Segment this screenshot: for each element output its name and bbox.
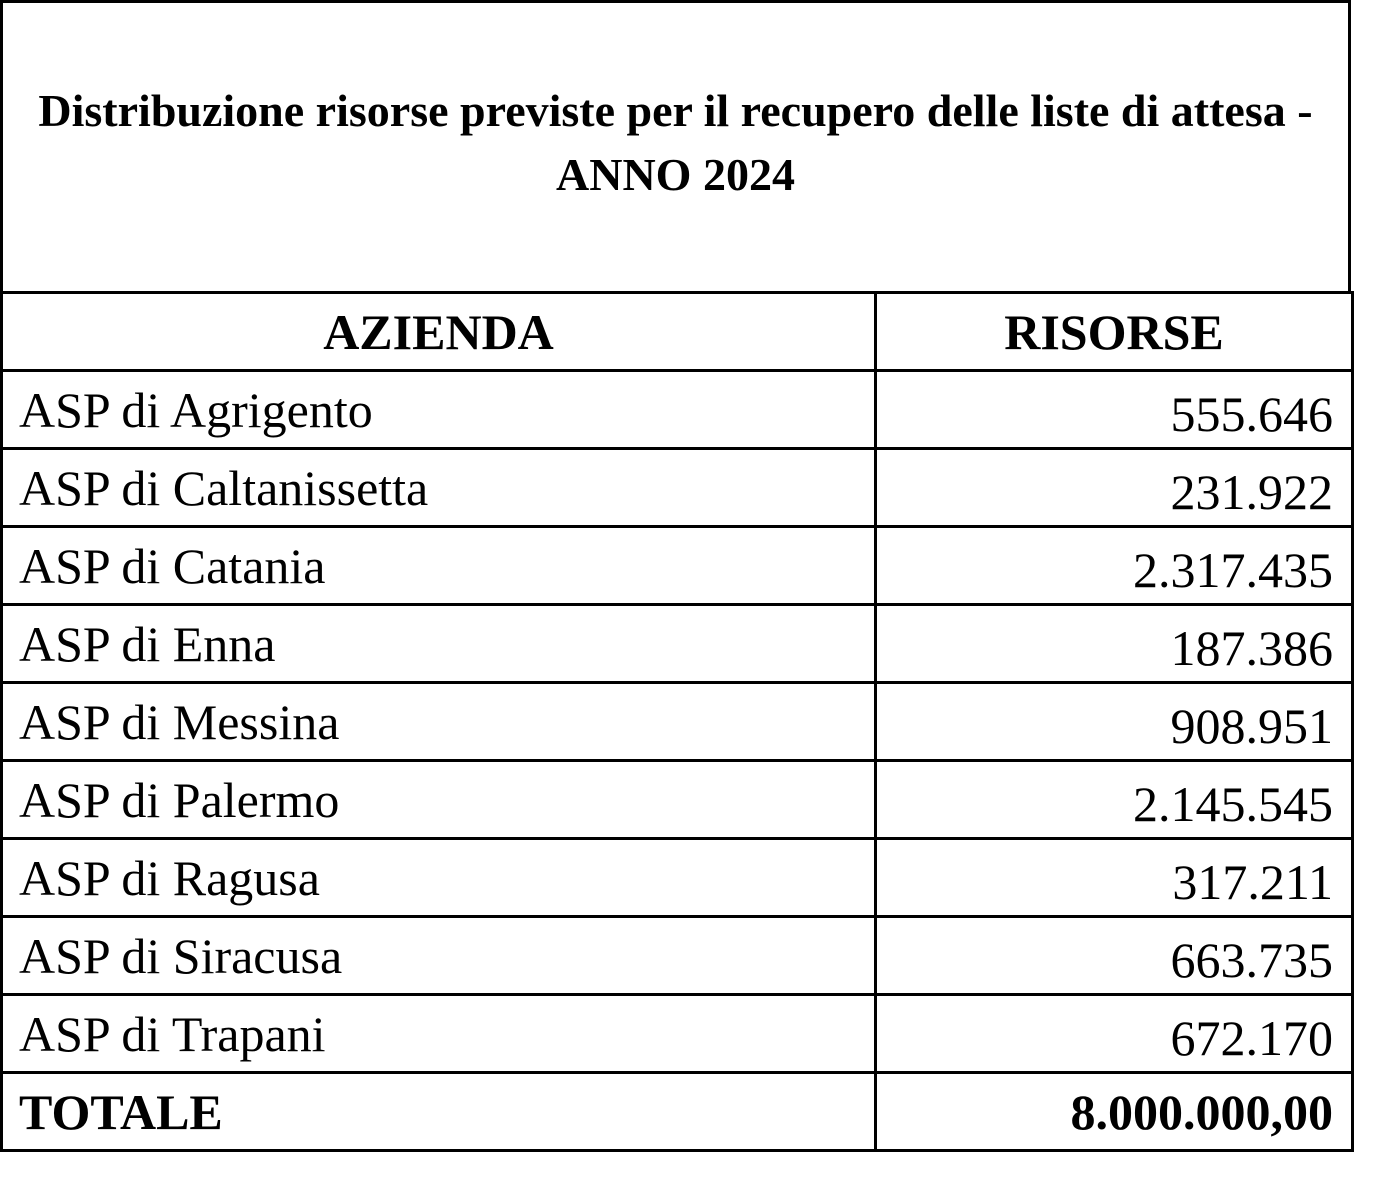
risorse-cell: 672.170 bbox=[876, 995, 1353, 1073]
column-header-risorse: RISORSE bbox=[876, 293, 1353, 371]
table-row bbox=[2, 371, 1353, 449]
table-row bbox=[2, 683, 1353, 761]
risorse-cell: 2.145.545 bbox=[876, 761, 1353, 839]
azienda-cell: ASP di Ragusa bbox=[2, 839, 876, 917]
azienda-cell: ASP di Palermo bbox=[2, 761, 876, 839]
azienda-cell: ASP di Catania bbox=[2, 527, 876, 605]
risorse-cell: 317.211 bbox=[876, 839, 1353, 917]
risorse-cell: 231.922 bbox=[876, 449, 1353, 527]
title-box bbox=[0, 0, 1351, 293]
total-label: TOTALE bbox=[2, 1073, 876, 1151]
azienda-cell: ASP di Messina bbox=[2, 683, 876, 761]
table-row bbox=[2, 449, 1353, 527]
page-title: Distribuzione risorse previste per il recupero delle liste di attesa - ANNO 2024 bbox=[38, 85, 1313, 200]
risorse-cell: 2.317.435 bbox=[876, 527, 1353, 605]
risorse-cell: 663.735 bbox=[876, 917, 1353, 995]
resource-table bbox=[0, 291, 1354, 1152]
azienda-cell: ASP di Agrigento bbox=[2, 371, 876, 449]
column-header-azienda: AZIENDA bbox=[2, 293, 876, 371]
table-row bbox=[2, 761, 1353, 839]
table-row bbox=[2, 527, 1353, 605]
header-row bbox=[2, 293, 1353, 371]
azienda-cell: ASP di Enna bbox=[2, 605, 876, 683]
table-row bbox=[2, 839, 1353, 917]
table-row bbox=[2, 917, 1353, 995]
risorse-cell: 555.646 bbox=[876, 371, 1353, 449]
risorse-cell: 908.951 bbox=[876, 683, 1353, 761]
total-value: 8.000.000,00 bbox=[876, 1073, 1353, 1151]
azienda-cell: ASP di Siracusa bbox=[2, 917, 876, 995]
total-row bbox=[2, 1073, 1353, 1151]
azienda-cell: ASP di Caltanissetta bbox=[2, 449, 876, 527]
table-row bbox=[2, 605, 1353, 683]
azienda-cell: ASP di Trapani bbox=[2, 995, 876, 1073]
risorse-cell: 187.386 bbox=[876, 605, 1353, 683]
table-row bbox=[2, 995, 1353, 1073]
